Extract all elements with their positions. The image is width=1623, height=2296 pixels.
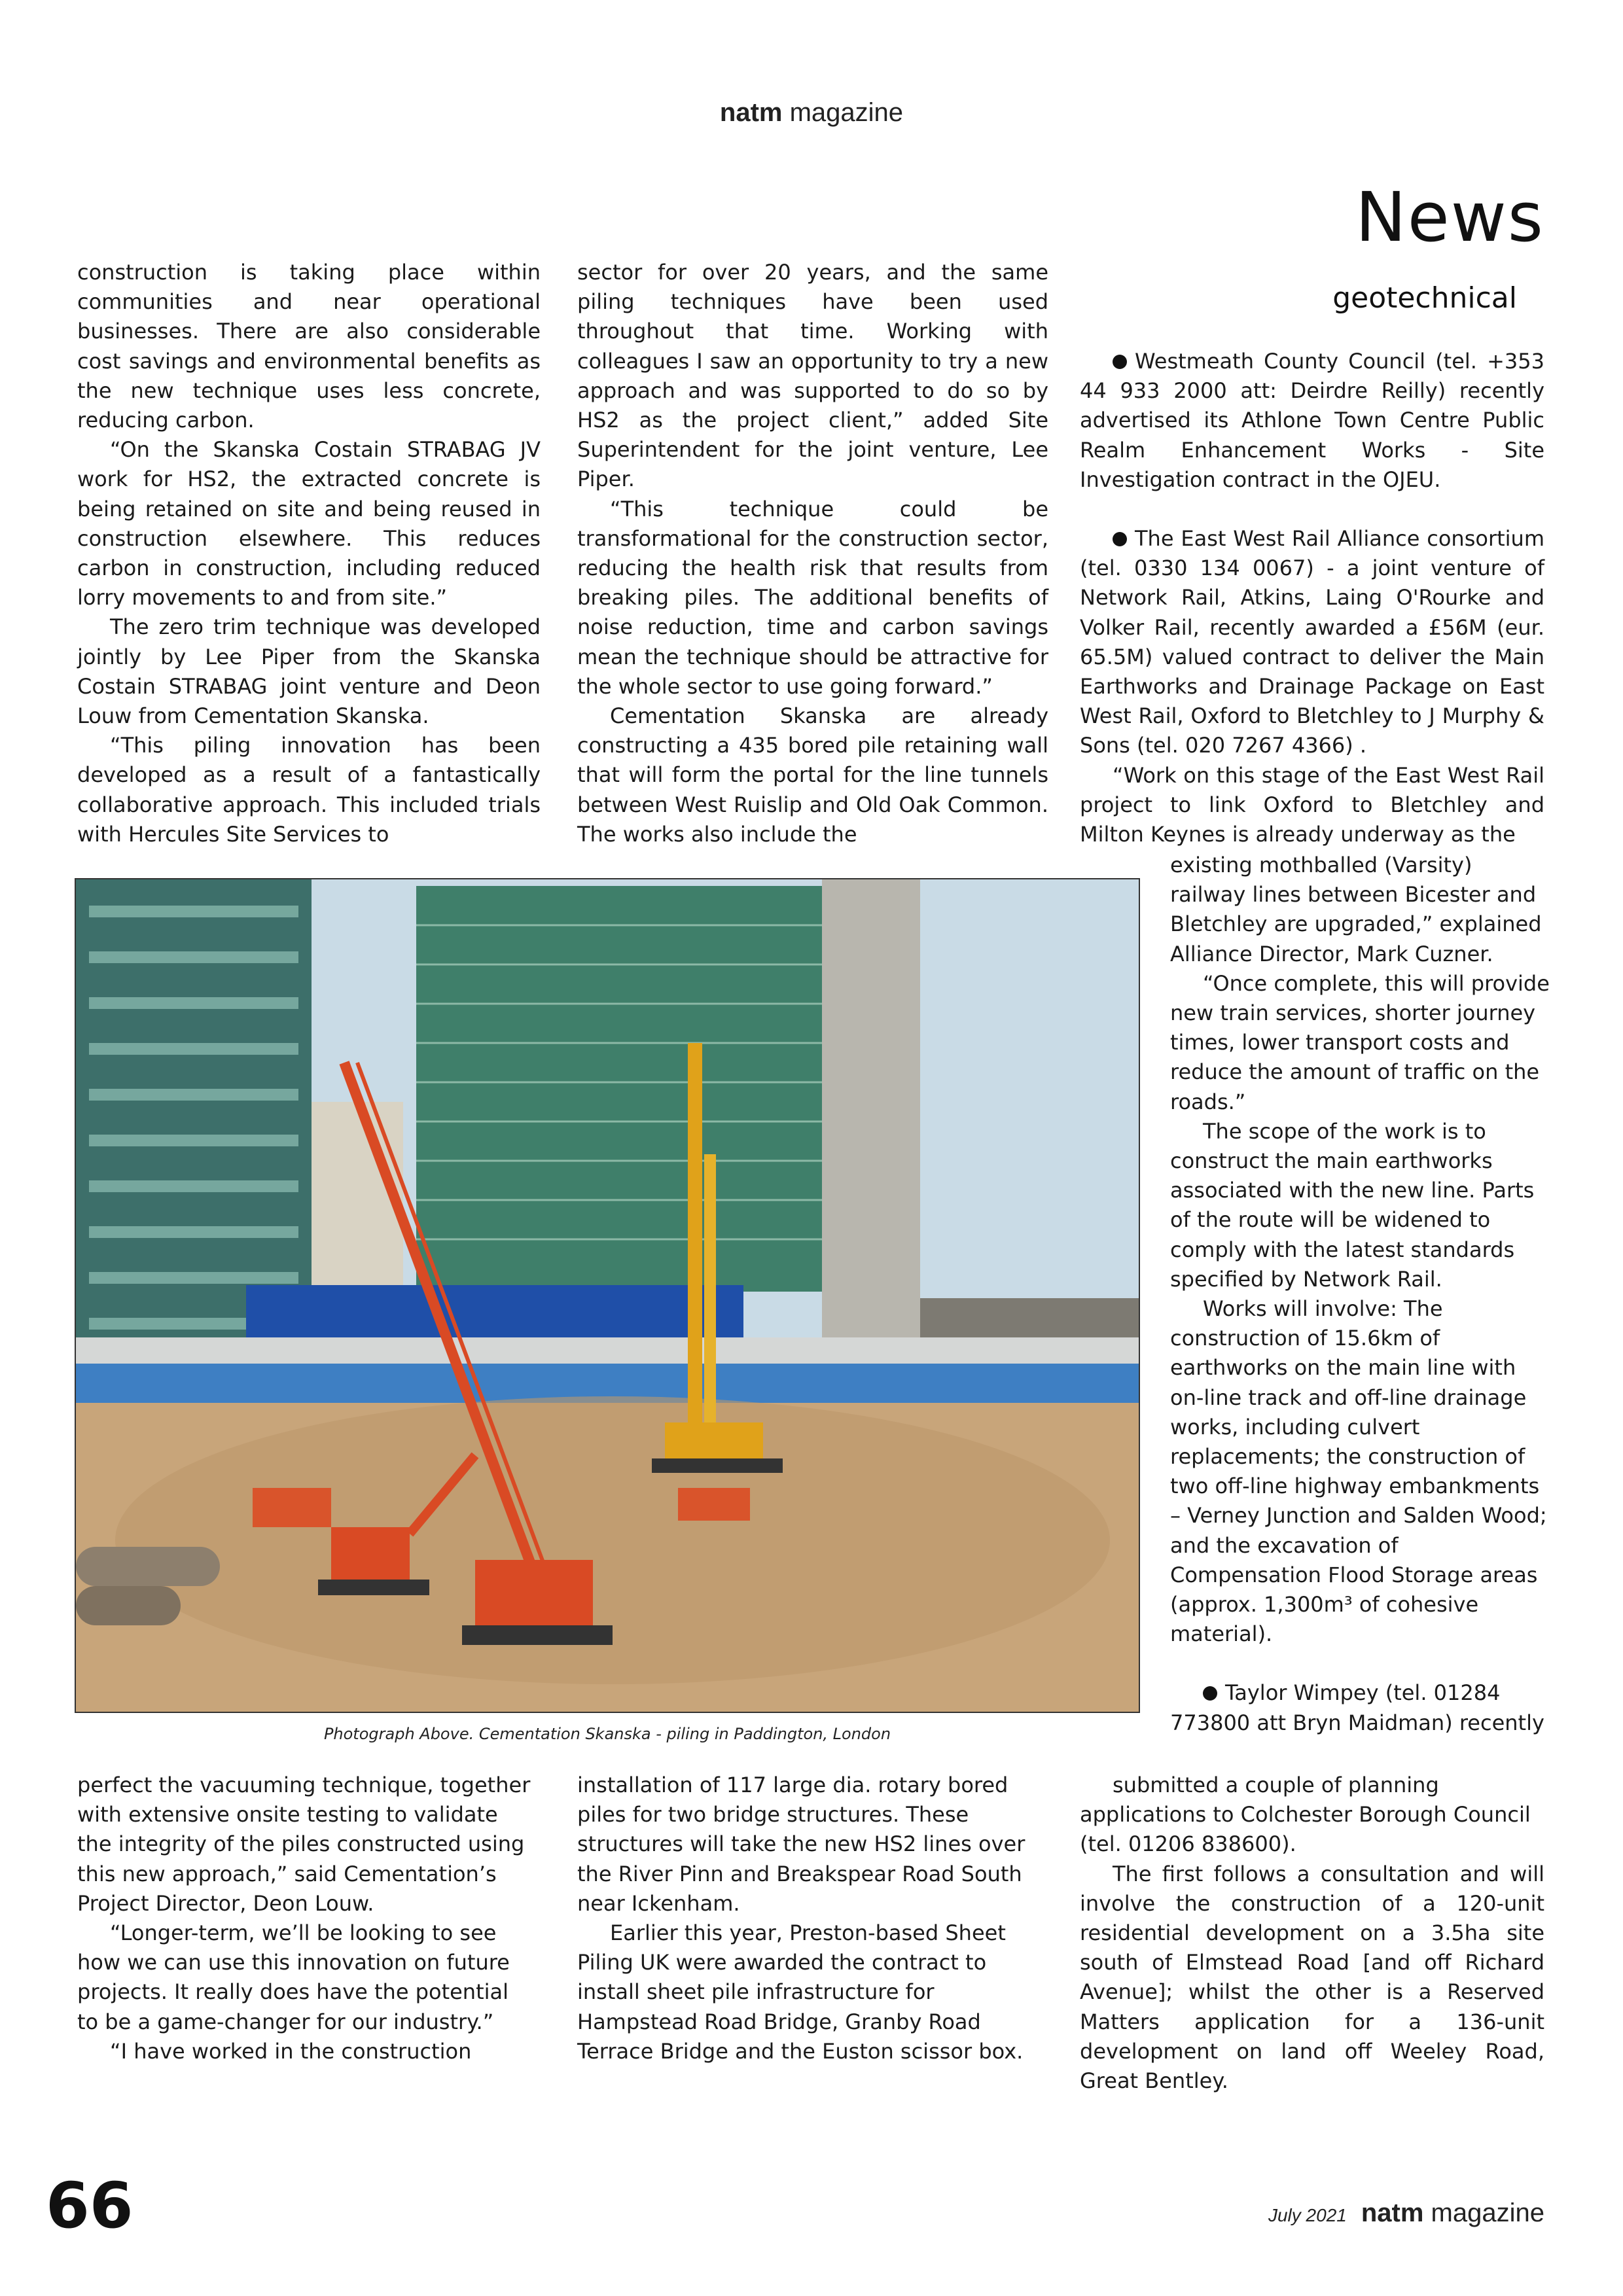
paragraph: “On the Skanska Costain STRABAG JV work for HS2, the extracted concrete is being retained on site and being reused in construction elsewhere. This reduces carbon in construction, including reduced lorry movements to and from site.” — [77, 437, 541, 610]
paragraph: The first follows a consultation and will involve the construction of a 120-unit residential development on a 3.5ha site south of Elmstead Road [and off Richard Avenue]; whilst the other is a Reserved Matters application for a 136-unit development on land off Weeley Road, Great Bentley. — [1080, 1861, 1544, 2094]
paragraph: The zero trim technique was developed jointly by Lee Piper from the Skanska Costain STRABAG joint venture and Deon Louw from Cementation Skanska. — [77, 614, 541, 729]
paragraph: “This piling innovation has been developed as a result of a fantastically collaborative approach. This included trials with Hercules Site Services to — [77, 733, 541, 847]
paragraph: Earlier this year, Preston-based Sheet Piling UK were awarded the contract to install sheet pile infrastructure for Hampstead Road Bridge, Granby Road Terrace Bridge and the Euston scissor box. — [577, 1920, 1024, 2064]
masthead-brand-rest: magazine — [782, 98, 904, 127]
paragraph: submitted a couple of planning applications to Colchester Borough Council (tel. 01206 838600). — [1080, 1773, 1531, 1857]
masthead — [0, 98, 1623, 128]
masthead-brand-bold: natm — [719, 98, 783, 127]
paragraph: Cementation Skanska are already constructing a 435 bored pile retaining wall that will form the portal for the line tunnels between West Ruislip and Old Oak Common. The works also include the — [577, 703, 1048, 847]
paragraph: “Work on this stage of the East West Rail project to link Oxford to Bletchley and Milton Keynes is already underway as the — [1080, 762, 1544, 847]
news-item-east-west-rail: The East West Rail Alliance consortium (tel. 0330 134 0067) - a joint venture of Network Rail, Atkins, Laing O'Rourke and Volker Rail, recently awarded a £56M (eur. 65.5M) valued contract to deliver the Main Earthworks and Drainage Package on East West Rail, Oxford to Bletchley to J Murphy & Sons (tel. 020 7267 4366) . — [1080, 526, 1544, 758]
paragraph: “Longer-term, we’ll be looking to see how we can use this innovation on future projects. It really does have the potential to be a game-changer for our industry.” — [77, 1920, 510, 2034]
bullet-icon — [1203, 1686, 1217, 1701]
paragraph: “I have worked in the construction — [110, 2038, 472, 2064]
paragraph: “This technique could be transformational for the construction sector, reducing the health risk that results from breaking piles. The additional benefits of noise reduction, time and carbon savings mean the technique should be attractive for the whole sector to use going forward.” — [577, 496, 1048, 699]
bullet-icon — [1113, 355, 1127, 369]
footer-brand: natm magazine — [1361, 2199, 1544, 2227]
photo-caption: Photograph Above. Cementation Skanska - piling in Paddington, London — [323, 1725, 891, 1743]
paragraph: “Once complete, this will provide new train services, shorter journey times, lower transport costs and reduce the amount of traffic on the roads.” — [1170, 970, 1550, 1114]
column-3-bottom — [1080, 1771, 1544, 2096]
paragraph: existing mothballed (Varsity) railway lines between Bicester and Bletchley are upgraded,” explained Alliance Director, Mark Cuzner. — [1170, 853, 1542, 966]
column-1-top — [77, 258, 541, 849]
paragraph: installation of 117 large dia. rotary bored piles for two bridge structures. These structures will take the new HS2 lines over the River Pinn and Breakspear Road South near Ickenham. — [577, 1773, 1026, 1916]
paragraph: construction is taking place within communities and near operational businesses. There are also considerable cost savings and environmental benefits as the new technique uses less concrete, reducing carbon. — [77, 260, 541, 433]
column-3-narrow — [1170, 851, 1551, 1738]
page-number: 66 — [46, 2169, 134, 2242]
column-3-top — [1080, 347, 1544, 849]
construction-site-photo — [75, 878, 1140, 1713]
column-1-bottom — [77, 1771, 535, 2066]
news-item-taylor-wimpey: Taylor Wimpey (tel. 01284 773800 att Bryn Maidman) recently — [1170, 1680, 1544, 1735]
news-item-westmeath: Westmeath County Council (tel. +353 44 933 2000 att: Deirdre Reilly) recently advertised its Athlone Town Centre Public Realm Enhancement Works - Site Investigation contract in the OJEU. — [1080, 349, 1544, 492]
column-2-top — [577, 258, 1048, 849]
section-subtitle: geotechnical — [1332, 281, 1517, 315]
paragraph: The scope of the work is to construct the main earthworks associated with the new line. Parts of the route will be widened to comply with the latest standards specified by Network Rail. — [1170, 1118, 1535, 1292]
column-2-bottom — [577, 1771, 1048, 2066]
footer — [1268, 2199, 1544, 2228]
paragraph: sector for over 20 years, and the same piling techniques have been used throughout that time. Working with colleagues I saw an opportunity to try a new approach and was supported to do so by HS2 as the project client,” added Site Superintendent for the joint venture, Lee Piper. — [577, 260, 1048, 492]
section-title: News — [1355, 177, 1544, 257]
paragraph: Works will involve: The construction of 15.6km of earthworks on the main line with on-line track and off-line drainage works, including culvert replacements; the construction of two off-line highway embankments – Verney Junction and Salden Wood; and the excavation of Compensation Flood Storage areas (approx. 1,300m³ of cohesive material). — [1170, 1296, 1547, 1647]
bullet-icon — [1113, 532, 1127, 546]
issue-date: July 2021 — [1268, 2205, 1347, 2225]
paragraph: perfect the vacuuming technique, together with extensive onsite testing to validate the integrity of the piles constructed using this new approach,” said Cementation’s Project Director, Deon Louw. — [77, 1773, 531, 1916]
